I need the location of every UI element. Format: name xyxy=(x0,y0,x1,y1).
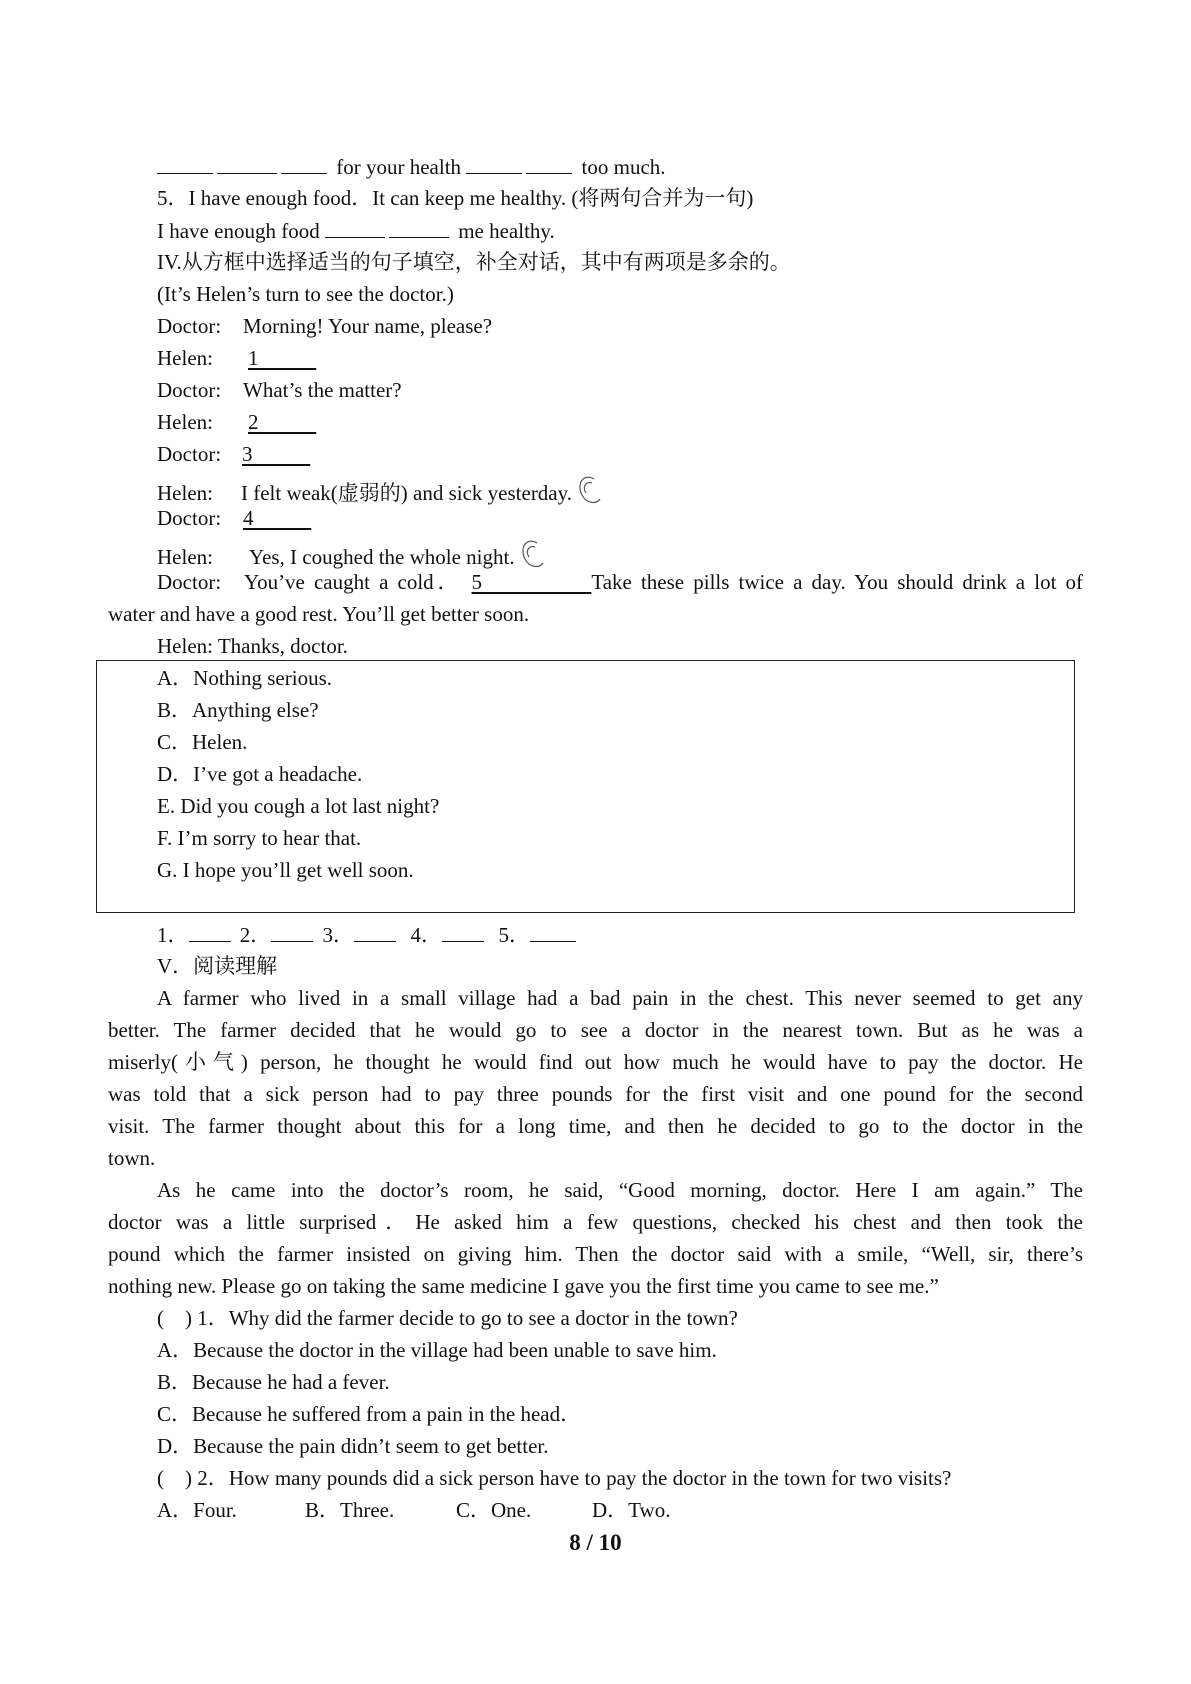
answer-field-1[interactable] xyxy=(189,921,231,942)
q1-option-b: B．Because he had a fever. xyxy=(157,1370,390,1394)
p2-line-2: doctor was a little surprised．He asked him a few questions, checked his chest and then took the xyxy=(108,1210,1083,1234)
dialogue-line-5 xyxy=(157,441,310,467)
dialogue-line-3 xyxy=(157,377,402,403)
q1-option-d: D．Because the pain didn’t seem to get better. xyxy=(157,1434,549,1458)
check-mark-icon xyxy=(574,473,604,517)
speaker: Doctor: xyxy=(157,378,222,402)
q2-stem: ( ) 2．How many pounds did a sick person have to pay the doctor in the town for two visits? xyxy=(157,1466,952,1490)
p1-line-3: miserly(小气) person, he thought he would find out how much he would have to pay the doctor. He xyxy=(108,1050,1083,1074)
p2-line-4: nothing new. Please go on taking the same medicine I gave you the first time you came to see me.” xyxy=(108,1274,939,1298)
dialogue-line-4 xyxy=(157,409,316,435)
q2-option-c: C．One. xyxy=(456,1498,532,1522)
dialogue-text: I felt weak(虚弱的) and sick yesterday. xyxy=(241,480,573,505)
q4-line-1 xyxy=(157,153,666,180)
q1-option-c: C．Because he suffered from a pain in the head． xyxy=(157,1402,582,1426)
dialogue-line-2 xyxy=(157,345,316,371)
dialogue-text: What’s the matter? xyxy=(243,378,402,402)
page-number: 8 / 10 xyxy=(569,1530,622,1555)
p2-line-1: As he came into the doctor’s room, he said, “Good morning, doctor. Here I am again.” The xyxy=(157,1178,1083,1202)
speaker: Doctor: xyxy=(157,570,222,594)
option-f: F. I’m sorry to hear that. xyxy=(157,826,362,850)
q4-line-a: for your health xyxy=(336,155,462,179)
q4-item5-b: me healthy. xyxy=(458,219,555,243)
speaker: Doctor: xyxy=(157,442,222,466)
option-b: B．Anything else? xyxy=(157,698,319,722)
p1-line-4: was told that a sick person had to pay three pounds for the first visit and one pound for the second xyxy=(108,1082,1083,1106)
q4-item5: 5．I have enough food．It can keep me healthy. (将两句合并为一句) xyxy=(157,186,754,210)
answer-blank-5: 5 xyxy=(471,570,483,594)
q2-option-b: B．Three. xyxy=(305,1498,395,1522)
answer-blank-1: 1 xyxy=(248,346,259,370)
option-d: D．I’ve got a headache. xyxy=(157,762,363,786)
q4-item5-a: I have enough food xyxy=(157,219,320,243)
answer-label-1: 1． xyxy=(157,923,189,947)
option-a: A．Nothing serious. xyxy=(157,666,332,690)
answer-label-4: 4． xyxy=(410,923,442,947)
dialogue-line-10 xyxy=(157,633,348,659)
speaker: Helen: xyxy=(157,480,213,505)
answer-line xyxy=(157,921,580,948)
speaker: Helen: xyxy=(157,544,213,569)
option-e: E. Did you cough a lot last night? xyxy=(157,794,440,818)
answer-blank-3: 3 xyxy=(242,442,253,466)
p1-line-6: town. xyxy=(108,1146,156,1170)
answer-blank-4: 4 xyxy=(243,506,254,530)
speaker: Helen: xyxy=(157,346,213,370)
p1-line-2: better. The farmer decided that he would go to see a doctor in the nearest town. But as he was a xyxy=(108,1018,1083,1042)
dialogue-text-b: Take these pills twice a day. You should drink a lot of xyxy=(591,570,1084,594)
dialogue-text-a: You’ve caught a cold． xyxy=(244,570,463,594)
option-c: C．Helen. xyxy=(157,730,248,754)
answer-field-2[interactable] xyxy=(271,921,313,942)
answer-field-3[interactable] xyxy=(354,921,396,942)
speaker: Doctor: xyxy=(157,506,222,530)
dialogue-text: Thanks, doctor. xyxy=(217,634,348,658)
q2-option-a: A．Four. xyxy=(157,1498,237,1522)
q1-stem: ( ) 1．Why did the farmer decide to go to see a doctor in the town? xyxy=(157,1306,738,1330)
answer-label-5: 5． xyxy=(498,923,530,947)
option-g: G. I hope you’ll get well soon. xyxy=(157,858,414,882)
section5-title: V．阅读理解 xyxy=(157,954,278,978)
dialogue-line-9-cont: water and have a good rest. You’ll get better soon. xyxy=(108,602,530,626)
answer-label-3: 3． xyxy=(322,923,354,947)
speaker: Helen: xyxy=(157,410,213,434)
speaker: Doctor: xyxy=(157,314,222,338)
q1-option-a: A．Because the doctor in the village had been unable to save him. xyxy=(157,1338,717,1362)
q2-options xyxy=(157,1497,670,1523)
answer-blank-2: 2 xyxy=(248,410,259,434)
q2-option-d: D．Two. xyxy=(592,1498,671,1522)
section4-intro: (It’s Helen’s turn to see the doctor.) xyxy=(157,282,454,306)
dialogue-line-9 xyxy=(157,569,1083,595)
answer-label-2: 2． xyxy=(239,923,272,947)
answer-field-5[interactable] xyxy=(530,921,576,942)
answer-field-4[interactable] xyxy=(442,921,484,942)
section4-title: IV.从方框中选择适当的句子填空，补全对话，其中有两项是多余的。 xyxy=(157,250,791,274)
dialogue-line-1 xyxy=(157,313,492,339)
dialogue-text: Yes, I coughed the whole night. xyxy=(249,544,515,569)
p2-line-3: pound which the farmer insisted on giving him. Then the doctor said with a smile, “Well, sir, there’s xyxy=(108,1242,1083,1266)
speaker: Helen: xyxy=(157,634,213,658)
q4-item5-answer xyxy=(157,217,555,244)
dialogue-line-7 xyxy=(157,505,311,531)
q4-line-b: too much. xyxy=(581,155,666,179)
p1-line-5: visit. The farmer thought about this for a long time, and then he decided to go to the doctor in the xyxy=(108,1114,1083,1138)
dialogue-text: Morning! Your name, please? xyxy=(243,314,493,338)
p1-line-1: A farmer who lived in a small village had a bad pain in the chest. This never seemed to get any xyxy=(157,986,1083,1010)
